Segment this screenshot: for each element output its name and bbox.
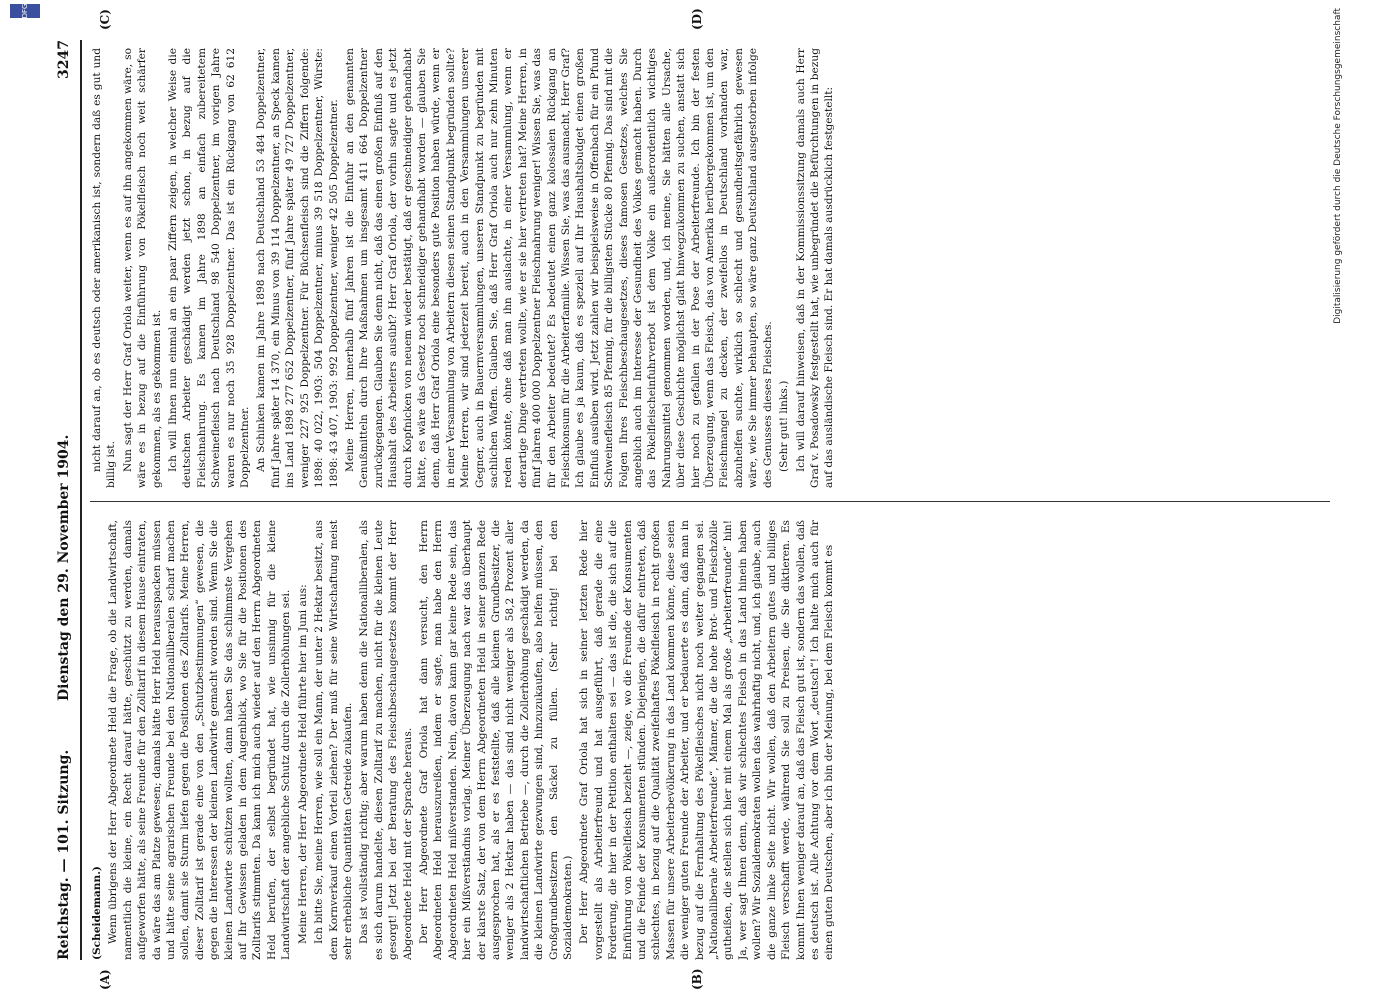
speaker-label: (Scheidemann.) (91, 866, 103, 960)
page-number: 3247 (56, 40, 72, 79)
paragraph: An Schinken kamen im Jahre 1898 nach Deutschland 53 484 Doppelzentner, fünf Jahre später 14 370, ein Minus von 39 114 Doppelzentner, an Speck kamen ins Land 1898 277 652 Doppelzentner, fünf Jahre später 49 727 Doppelzentner, weniger 227 925 Doppelzentner. Für Büchsenfleisch sind die Ziffern folgende: 1898: 40 022, 1903: 504 Doppelzentner, minus 39 518 Doppelzentner, Würste: 1898: 43 407, 1903: 992 Doppelzentner, weniger 42 505 Doppelzentner. (255, 48, 340, 488)
paragraph: Ich will darauf hinweisen, daß in der Kommissionssitzung damals auch Herr Graf v. Posadowsky festgestellt hat, wie unbegründet die Befürchtungen in bezug auf das ausländische Fleisch sind. Er hat damals ausdrücklich festgestellt: (794, 48, 836, 488)
header-rule (80, 40, 82, 960)
paragraph: nicht darauf an, ob es deutsch oder amerikanisch ist, sondern daß es gut und billig ist. (91, 48, 118, 488)
header-session: Reichstag. — 101. Sitzung. (56, 749, 72, 960)
header-left (56, 435, 72, 960)
paragraph: Das ist vollständig richtig; aber warum haben denn die Nationalliberalen, als es sich darum handelte, diesen Zolltarif zu machen, nicht für die kleinen Leute gesorgt! Jetzt bei der Beratung des Fleischbeschaugesetzes kommt der Herr Abgeordnete Held mit der Sprache heraus. (358, 520, 414, 960)
margin-marker-a: (A) (98, 969, 112, 990)
page-content (50, 8, 1330, 990)
margin-marker-b: (B) (690, 968, 704, 990)
paragraph: Meine Herren, der Herr Abgeordnete Held führte hier im Juni aus: (296, 584, 309, 944)
dfg-logo: DFG (10, 4, 40, 18)
paragraph: Ich bitte Sie, meine Herren, wie soll ein Mann, der unter 2 Hektar besitzt, aus dem Kornverkauf einen Vorteil ziehen? Der muß für seine Wirtschaftung meist sehr erhebliche Quantitäten Getreide zukaufen. (313, 520, 354, 960)
page-header (50, 40, 76, 960)
paragraph: Wenn übrigens der Herr Abgeordnete Held die Frage, ob die Landwirtschaft, namentlich die kleine, ein Recht darauf hätte, geschützt zu werden, damals aufgeworfen hätte, als seine Freunde für den Zolltarif in diesem Hause eintraten, da wäre das am Platze gewesen; damals hätte Herr Held herausspacken müssen und hätte seine agrarischen Freunde bei den Nationalliberalen scharf machen sollen, damit sie Sturm liefen gegen die Positionen des Zolltarifs. Meine Herren, dieser Zolltarif ist gerade eine von den „Schutzbestimmungen“ gewesen, die gegen die Interessen der kleinen Landwirte gemacht worden sind. Wenn Sie die kleinen Landwirte schützen wollten, dann haben Sie das schlimmste Vergehen auf Ihr Gewissen geladen in dem Augenblick, wo Sie für die Positionen des Zolltarifs stimmten. Da kann ich mich auch wieder auf den Herrn Abgeordneten Held berufen, der selbst begründet hat, wie unsinnig für die kleine Landwirtschaft der angebliche Schutz durch die Zollerhöhungen sei. (107, 520, 293, 960)
paragraph: Der Herr Abgeordnete Graf Oriola hat dann versucht, den Herrn Abgeordneten Held herauszureißen, indem er sagte, man habe den Herrn Abgeordneten Held mißverstanden. Nein, davon kann gar keine Rede sein, das hier ein Mißverständnis vorlag. Meiner Überzeugung nach war das überhaupt der klarste Satz, der von dem Herrn Abgeordneten Held in seiner ganzen Rede ausgesprochen hat, als er es feststellte, daß alle kleinen Grundbesitzer, die weniger als 2 Hektar haben — das sind nicht weniger als 58,2 Prozent aller landwirtschaftlichen Betriebe —, durch die Zollerhöhung geschädigt werden, da die kleinen Landwirte gezwungen sind, hinzuzukaufen, also helfen müssen, den Großgrundbesitzern den Säckel zu füllen. (Sehr richtig! bei den Sozialdemokraten.) (417, 520, 574, 960)
column-divider (90, 501, 1330, 502)
margin-marker-c: (C) (98, 9, 112, 30)
header-date: Dienstag den 29. November 1904. (56, 434, 72, 702)
paragraph: Meine Herren, innerhalb fünf Jahren ist die Einfuhr an den genannten Genußmitteln durch Ihre Maßnahmen um insgesamt 411 664 Doppelzentner zurückgegangen. Glauben Sie denn nicht, daß das einen großen Einfluß auf den Haushalt des Arbeiters ausübt? Herr Graf Oriola, der vorhin sagte und es jetzt durch Kopfnicken von neuem wieder bestätigt, daß er geschneidiger gehandhabt hätte, es wäre das Gesetz noch schneidiger gehandhabt worden — glauben Sie denn, daß Herr Graf Oriola eine besonders gute Position haben würde, wenn er in einer Versammlung von Arbeitern diesen seinen Standpunkt begründen sollte? Meine Herren, wir sind jederzeit bereit, auch in den Versammlungen unserer Gegner, auch in Bauernversammlungen, unseren Standpunkt zu begründen mit sachlichen Waffen. Glauben Sie, daß Herr Graf Oriola auch nur zehn Minuten reden könnte, ohne daß man ihn auslachte, in einer Versammlung, wenn er derartige Dinge vertreten wollte, wie er sie hier vertreten hat? Meine Herren, in fünf Jahren 400 000 Doppelzentner Fleischnahrung weniger! Wissen Sie, was das für den Arbeiter bedeutet? Es bedeutet einen ganz kolossalen Rückgang an Fleischkonsum für die Arbeiterfamilie. Wissen Sie, was das ausmacht, Herr Graf? Ich glaube es ja kaum, daß es speziell auf Ihr Haushaltsbudget einen großen Einfluß ausüben wird. Jetzt zahlen wir beispielsweise in Offenbach für ein Pfund Schweinefleisch 85 Pfennig, für die billigsten Stücke 80 Pfennig. Das sind mit die Folgen Ihres Fleischbeschaugesetzes, dieses famosen Gesetzes, welches Sie angeblich auch im Interesse der Gesundheit des Volkes gemacht haben. Durch das Pökelfleischeinfuhrverbot ist dem Volke ein außerordentlich wichtiges Nahrungsmittel genommen worden, und, ich meine, Sie hätten alle Ursache, über diese Geschichte möglichst glatt hinwegzukommen zu suchen, anstatt sich hier noch zu gefallen in der Pose der Arbeiterfreunde. Ich bin der festen Überzeugung, wenn das Fleisch, das von Amerika herübergekommen ist, um den Fleischmangel zu decken, der zweifellos in Deutschland vorhanden war, abzuhelfen suchte, wirklich so schlecht und gesundheitsgefährlich gewesen wäre, wie Sie immer behaupten, so wäre ganz Deutschland ausgestorben infolge des Genusses dieses Fleisches. (343, 48, 774, 488)
digitization-credit: Digitalisierung gefördert durch die Deutsche Forschungsgemeinschaft (1333, 8, 1343, 324)
right-column (90, 48, 1330, 488)
paragraph: Der Herr Abgeordnete Graf Oriola hat sich in seiner letzten Rede hier vorgestellt als Arbeiterfreund und hat ausgeführt, daß gerade die eine Forderung, die hier in der Petition enthalten sei — das ist die, die sich auf die Einführung von Pökelfleisch bezieht —, zeige, wo die Freunde der Konsumenten und die Feinde der Konsumenten stünden. Diejenigen, die dafür eintreten, daß schlechtes, in bezug auf die Qualität zweifelhaftes Pökelfleisch in recht großen Massen für unsere Arbeiterbevölkerung in das Land kommen könne, diese seien die weniger guten Freunde der Arbeiter, und er bedauerte es dann, daß man in bezug auf die Fernhaltung des Pökelfleisches nicht noch weiter gegangen sei. „Nationalliberale Arbeiterfreunde“, Männer, die die hohe Brot- und Fleischzölle gutheißen, die stellen sich hier mit einem Mal als große „Arbeiterfreunde“ hin! Ja, wer sagt Ihnen denn, daß wir schlechtes Fleisch in das Land hinein haben wollen? Wir Sozialdemokraten wollen das wahrhaftig nicht, und, ich glaube, auch die ganze linke Seite nicht. Wir wollen, daß den Arbeitern gutes und billiges Fleisch verschafft werde, während Sie soll zu Preisen, die Sie diktieren. Es kommt Ihnen weniger darauf an, daß das Fleisch gut ist, sondern das wollen, daß es deutsch ist. Alle Achtung vor dem Wort „deutsch“! Ich halte mich auch für einen guten Deutschen, aber ich bin der Meinung, bei dem Fleisch kommt es (578, 520, 836, 960)
margin-marker-d: (D) (690, 8, 704, 30)
paragraph: Nun sagt der Herr Graf Oriola weiter, wenn es auf ihn angekommen wäre, so wäre es in bezug auf die Einführung von Pökelfleisch noch weit schärfer gekommen, als es gekommen ist. (121, 48, 163, 488)
paragraph: (Sehr gut! links.) (778, 380, 791, 472)
left-column (90, 520, 1330, 960)
paragraph: Ich will Ihnen nun einmal an ein paar Ziffern zeigen, in welcher Weise die deutschen Arbeiter geschädigt werden jetzt schon, in bezug auf die Fleischnahrung. Es kamen im Jahre 1898 an einfach zubereitetem Schweinefleisch nach Deutschland 98 540 Doppelzentner, im vorigen Jahre waren es nur noch 35 928 Doppelzentner. Das ist ein Rückgang von 62 612 Doppelzentner. (167, 48, 252, 488)
